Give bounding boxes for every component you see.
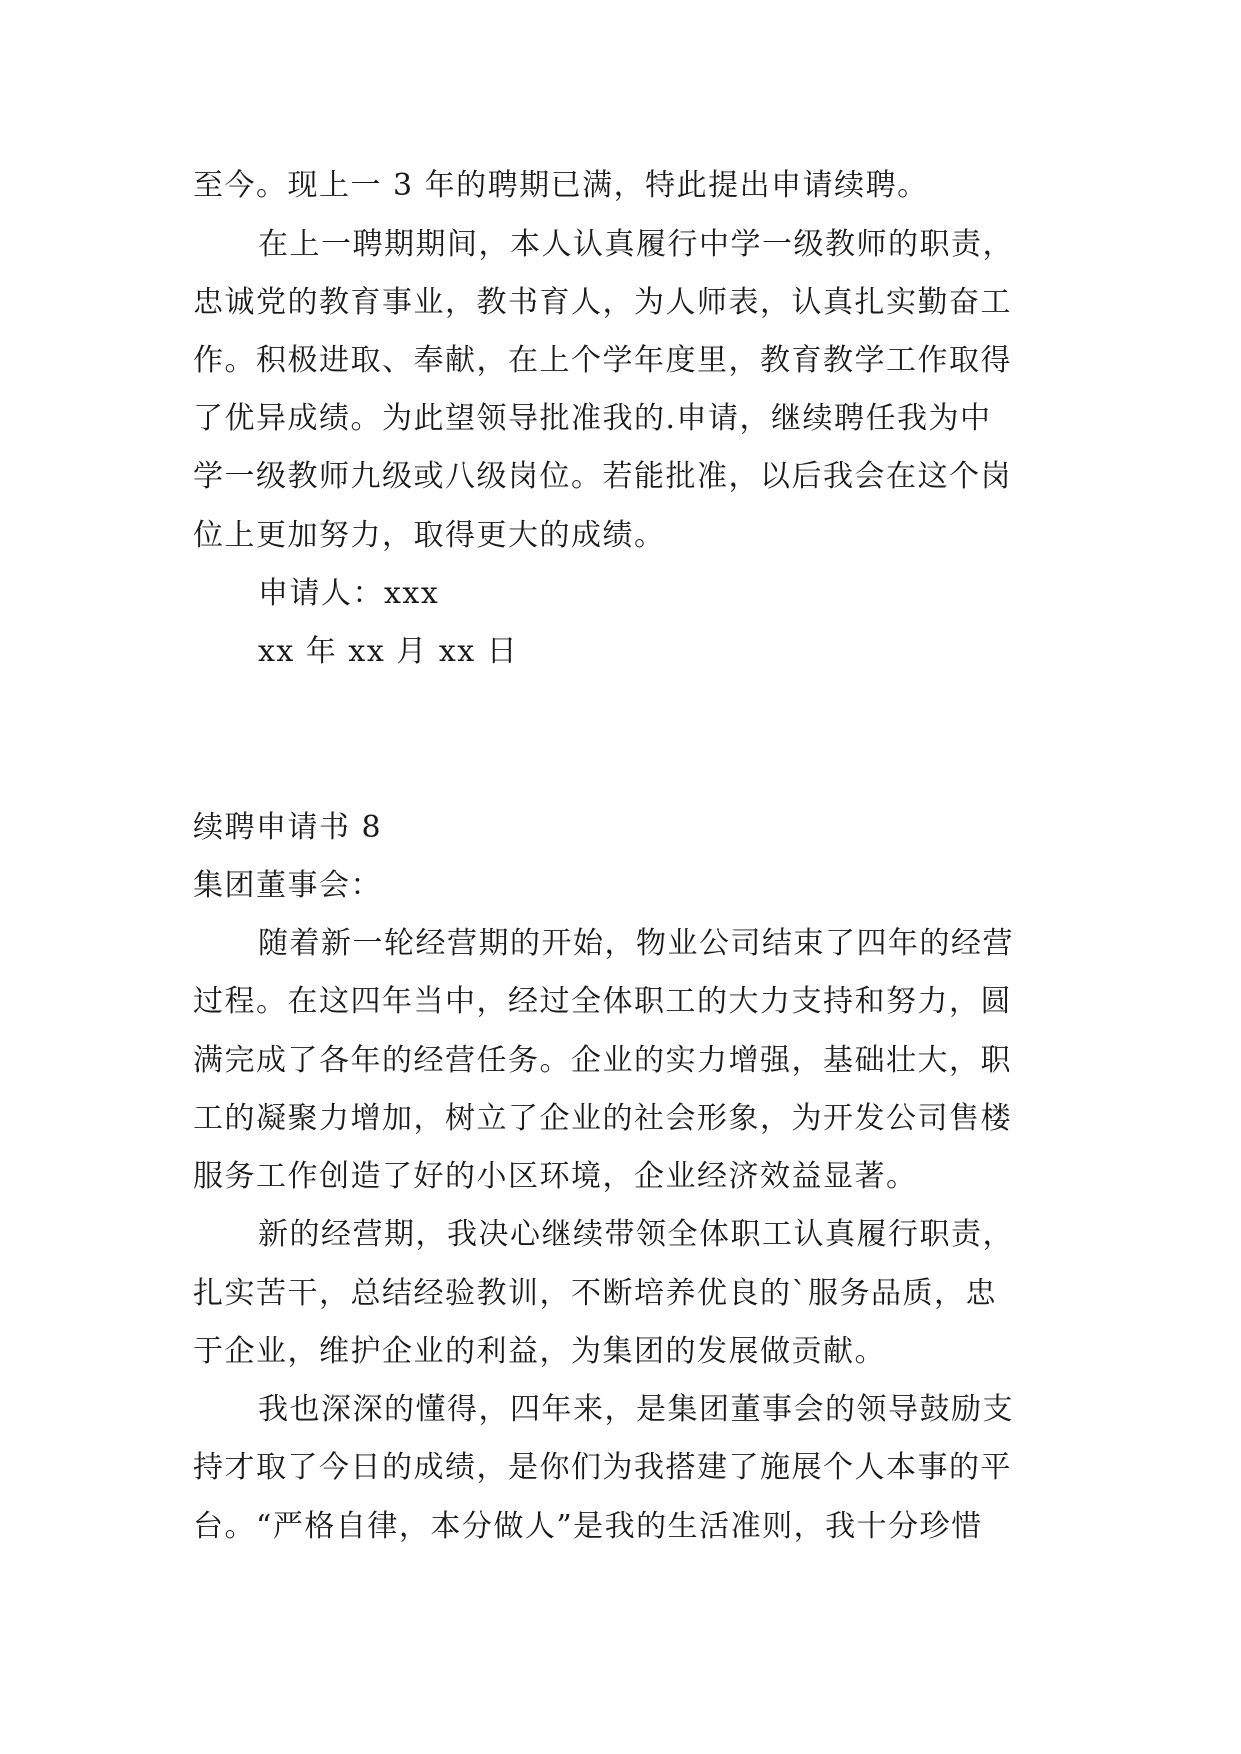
text-line: 忠诚党的教育事业，教书育人，为人师表，认真扎实勤奋工 [193,285,1012,320]
section-title: 续聘申请书 8 [193,810,383,845]
text-line: 了优异成绩。为此望领导批准我的.申请，继续聘任我为中 [193,401,992,436]
salutation: 集团董事会： [193,868,382,903]
text-line: 工的凝聚力增加，树立了企业的社会形象，为开发公司售楼 [193,1101,1012,1136]
text-line: 扎实苦干，总结经验教训，不断培养优良的`服务品质，忠 [193,1276,997,1311]
paragraph-start-line: 新的经营期，我决心继续带领全体职工认真履行职责， [258,1217,1014,1252]
text-line: 服务工作创造了好的小区环境，企业经济效益显著。 [193,1159,918,1194]
text-line: 持才取了今日的成绩，是你们为我搭建了施展个人本事的平 [193,1450,1012,1485]
text-line: 位上更加努力，取得更大的成绩。 [193,518,666,553]
text-line: 学一级教师九级或八级岗位。若能批准，以后我会在这个岗 [193,459,1012,494]
paragraph-start-line: 我也深深的懂得，四年来，是集团董事会的领导鼓励支 [258,1392,1014,1427]
applicant-signature: 申请人：xxx [258,576,440,611]
text-line: 作。积极进取、奉献，在上个学年度里，教育教学工作取得 [193,343,1012,378]
signature-date: xx 年 xx 月 xx 日 [258,634,519,669]
paragraph-start-line: 随着新一轮经营期的开始，物业公司结束了四年的经营 [258,926,1014,961]
text-line: 过程。在这四年当中，经过全体职工的大力支持和努力，圆 [193,984,1012,1019]
paragraph-start-line: 在上一聘期期间，本人认真履行中学一级教师的职责， [258,227,1014,262]
text-line: 台。“严格自律，本分做人”是我的生活准则，我十分珍惜 [193,1509,983,1544]
text-line: 满完成了各年的经营任务。企业的实力增强，基础壮大，职 [193,1043,1012,1078]
text-line: 至今。现上一 3 年的聘期已满，特此提出申请续聘。 [193,168,929,203]
text-line: 于企业，维护企业的利益，为集团的发展做贡献。 [193,1334,886,1369]
